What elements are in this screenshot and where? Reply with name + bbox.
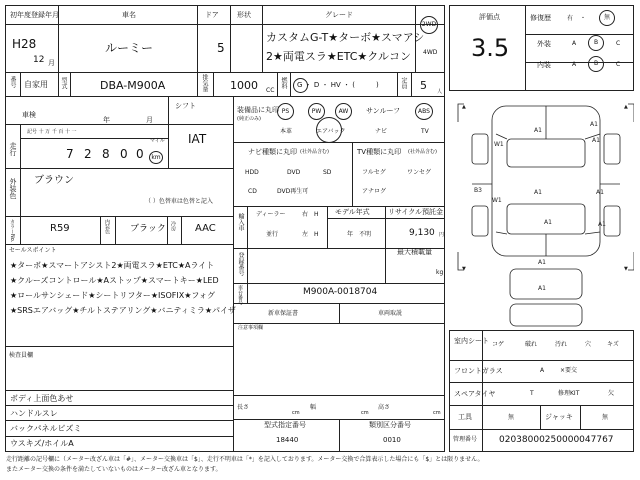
svg-text:▼: ▼	[624, 266, 628, 272]
ac-label: 冷房	[170, 221, 176, 231]
remark-item: ボディ上面色あせ	[10, 394, 74, 403]
sales-point-item: ★SRSエアバッグ★チルトステアリング★バニティミラ★パイザ	[10, 306, 236, 315]
inspection-month: 月	[146, 116, 153, 124]
seat-yabure: 破れ	[525, 341, 538, 348]
chassis-no: M900A-0018704	[303, 287, 378, 297]
capacity-unit: 人	[437, 89, 443, 95]
equip-abs-circle: ABS	[415, 103, 433, 120]
equipment-sub: (純正のみ)	[237, 116, 261, 122]
drive-4wd: 4WD	[423, 49, 438, 56]
spare-missing: 欠	[608, 390, 615, 397]
inspection-label: 車検	[22, 111, 36, 119]
damage-mark: A1	[534, 189, 542, 196]
width-label: 幅	[310, 404, 317, 411]
reg-no-label: 登録番号	[237, 252, 244, 276]
svg-text:▲: ▲	[624, 104, 628, 110]
capacity-value: 5	[420, 79, 427, 92]
interior-grade-label: 内装	[537, 61, 551, 69]
shift-label: シフト	[175, 102, 196, 110]
recycle-label: リサイクル預託金	[388, 208, 444, 216]
damage-mark: B3	[474, 187, 482, 194]
model-year-value: 年 不明	[347, 231, 372, 238]
chassis-label: 車台番号	[237, 285, 243, 305]
equip-sunroof: サンルーフ	[366, 107, 401, 115]
capacity-label: 定員	[400, 77, 407, 89]
length-label: 長さ	[237, 404, 250, 411]
grade-line2: 2★両電スラ★ETC★クルコン	[266, 50, 411, 63]
equipment-label: 装備品に丸印	[237, 106, 279, 114]
tools-value: 無	[508, 414, 515, 421]
score-value: 3.5	[471, 34, 510, 62]
doors-label: ドア	[205, 11, 219, 19]
height-unit: cm	[433, 410, 441, 416]
fuel-selected-circle	[293, 78, 308, 93]
navi-cd: CD	[248, 188, 257, 195]
exterior-color: ブラウン	[34, 175, 74, 186]
interior-label: 内装色	[104, 219, 110, 234]
tv-sub: (社外品含む)	[408, 149, 437, 155]
reg-year-label: 初年度登録年月	[10, 11, 59, 19]
shift-value: IAT	[188, 132, 207, 146]
displacement-value: 1000	[230, 79, 258, 92]
svg-text:▼: ▼	[462, 266, 466, 272]
equip-aw-circle: AW	[335, 103, 352, 120]
tv-analog: アナログ	[362, 188, 387, 195]
equip-leather: 本革	[280, 128, 293, 135]
sales-point-label: セールスポイント	[9, 247, 57, 254]
score-label: 評価点	[479, 13, 500, 21]
sales-point-item: ★ターボ★スマートアシスト2★両電スラ★ETC★Aライト	[10, 261, 215, 270]
import-h2: H	[314, 231, 319, 238]
class-label: 類別区分番号	[369, 421, 411, 429]
color-no-label: カラーNo.	[9, 219, 15, 243]
seat-label: 室内シート	[454, 337, 489, 345]
type-designation: 18440	[276, 436, 299, 444]
reg-era-year: H28	[12, 37, 37, 51]
car-diagram	[452, 94, 634, 330]
jack-value: 無	[602, 414, 609, 421]
tv-label: TV種類に丸印	[357, 148, 402, 156]
int-grade-b-circle: B	[588, 56, 604, 72]
fuel-options: G ・ D ・ HV ・ ( )	[297, 81, 379, 89]
import-dealer: ディーラー	[256, 211, 286, 218]
seat-yogore: 汚れ	[555, 341, 568, 348]
repair-label: 修復歴	[530, 14, 551, 22]
shape-label: 形状	[237, 11, 251, 19]
seat-koge: コゲ	[492, 341, 505, 348]
sales-point-item: ★ロールサンシェード★シートリフター★ISOFIX★フォグ	[10, 291, 215, 300]
tools-label: 工具	[458, 413, 472, 421]
navi-sub: (社外品含む)	[300, 149, 329, 155]
seat-ana: 穴	[585, 341, 592, 348]
mileage-digit: 7	[66, 147, 74, 161]
sales-point-item: ★クルーズコントロール★Aストップ★スマートキー★LED	[10, 276, 219, 285]
damage-mark: A1	[590, 121, 598, 128]
navi-sd: SD	[323, 169, 332, 176]
damage-mark: A1	[598, 221, 606, 228]
recycle-unit: 円	[439, 232, 445, 238]
type-label: 型式	[60, 77, 67, 89]
int-grade-c: C	[616, 61, 621, 68]
jack-label: ジャッキ	[545, 413, 573, 421]
damage-mark: A1	[534, 127, 542, 134]
exterior-label: 外装色	[9, 178, 17, 199]
damage-mark: A1	[538, 285, 546, 292]
seat-kizu: キズ	[607, 341, 619, 348]
navi-dvd-play: DVD再生可	[277, 188, 309, 195]
import-label: 輸入車	[237, 213, 244, 231]
repair-yes: 有	[567, 15, 574, 22]
model-code: DBA-M900A	[100, 79, 166, 92]
tv-oneseg: ワンセグ	[407, 169, 432, 176]
mileage-unit-top: マイル	[150, 138, 165, 144]
mileage-unit-circle: km	[149, 151, 163, 164]
damage-mark: A1	[596, 189, 604, 196]
damage-mark: A1	[544, 219, 552, 226]
reg-month-suffix: 月	[48, 59, 55, 67]
carname-label: 車名	[122, 11, 136, 19]
equip-pw-circle: PW	[308, 103, 325, 120]
mgmt-label: 管理番号	[453, 436, 478, 443]
mileage-digit: 0	[120, 147, 128, 161]
carname-value: ルーミー	[105, 41, 154, 55]
interior-color: ブラック	[130, 224, 166, 234]
recycle-value: 9,130	[409, 228, 435, 238]
glass-a: A	[540, 367, 545, 374]
model-year-label: モデル年式	[335, 208, 370, 216]
grade-label: グレード	[325, 11, 353, 19]
color-no: R59	[50, 223, 70, 234]
ext-grade-b-circle: B	[588, 35, 604, 51]
import-h1: H	[314, 211, 319, 218]
navi-label: ナビ種類に丸印	[248, 148, 297, 156]
doors-value: 5	[217, 41, 225, 55]
drive-2wd-circle: 2WD	[420, 16, 438, 34]
mgmt-no: 02038000250000047767	[499, 435, 614, 445]
grade-line1: カスタムG-T★ターボ★スマアシ	[266, 31, 425, 44]
equip-navi: ナビ	[375, 128, 388, 135]
warranty-label: 新車保証書	[268, 310, 299, 317]
inspection-year: 年	[103, 116, 110, 124]
import-right: 右	[302, 211, 309, 218]
class-no: 0010	[383, 436, 401, 444]
tv-fullseg: フルセグ	[362, 169, 386, 176]
max-load-unit: kg	[436, 269, 444, 276]
equip-ps-circle: PS	[277, 103, 294, 120]
int-grade-a: A	[572, 61, 577, 68]
damage-mark: A1	[538, 259, 546, 266]
fuel-label: 燃料	[280, 77, 287, 89]
navi-dvd: DVD	[287, 169, 301, 176]
remark-item: ハンドルスレ	[10, 409, 58, 418]
type-designation-label: 型式指定番号	[264, 421, 306, 429]
ac-value: AAC	[195, 223, 216, 234]
color-change-note: （ ）色替車は色替と記入	[145, 198, 213, 205]
mileage-digit: 8	[102, 147, 110, 161]
import-parallel: 並行	[266, 231, 279, 238]
damage-mark: W1	[492, 197, 502, 204]
glass-replace: ×要交	[560, 367, 578, 374]
length-unit: cm	[292, 410, 300, 416]
damage-mark: A1	[592, 137, 600, 144]
ext-grade-a: A	[572, 40, 577, 47]
mileage-digit: 2	[84, 147, 92, 161]
inspector-label: 検査員欄	[9, 352, 34, 359]
footer-note-1: 走行距離の記号欄に（メーター改ざん車は「#」、メーター交換車は「$」、走行不明車は「*」を記入しております。メーター交換で合算表示した場合にも「$」とは限りません。	[6, 456, 484, 463]
width-unit: cm	[361, 410, 369, 416]
mileage-label: 走行	[9, 142, 17, 156]
remark-item: バックパネルビズミ	[10, 424, 82, 433]
footer-note-2: またメーター交換の条件を満たしていないものはメーター改ざん車となります。	[6, 466, 222, 473]
svg-text:▲: ▲	[462, 104, 466, 110]
max-load-label: 最大積載量	[397, 248, 432, 256]
notes-label: 注意事項欄	[238, 325, 264, 331]
glass-label: フロントガラス	[454, 367, 503, 375]
remark-item: ウスキズ/ホイルA	[10, 439, 74, 448]
number-label: 番号	[9, 76, 16, 88]
damage-mark: W1	[494, 141, 504, 148]
mileage-digits-header: 記号 十 万 千 百 十 一	[27, 129, 77, 135]
displacement-label: 排気量	[201, 74, 208, 92]
equip-tv: TV	[421, 128, 429, 135]
reg-month: 12	[33, 55, 45, 65]
navi-hdd: HDD	[245, 169, 259, 176]
spare-t: T	[530, 390, 534, 397]
manual-label: 車両取説	[378, 310, 403, 317]
spare-label: スペアタイヤ	[454, 390, 496, 398]
exterior-grade-label: 外装	[537, 40, 551, 48]
equip-airbag: エアバック	[316, 128, 346, 135]
usage-value: 自家用	[24, 80, 48, 89]
repair-no-circle: 無	[599, 10, 615, 26]
spare-kit: 修理KIT	[558, 390, 580, 397]
height-label: 高さ	[378, 404, 391, 411]
import-left: 左	[302, 231, 309, 238]
displacement-unit: CC	[266, 87, 275, 94]
mileage-digit: 0	[136, 147, 144, 161]
ext-grade-c: C	[616, 40, 621, 47]
